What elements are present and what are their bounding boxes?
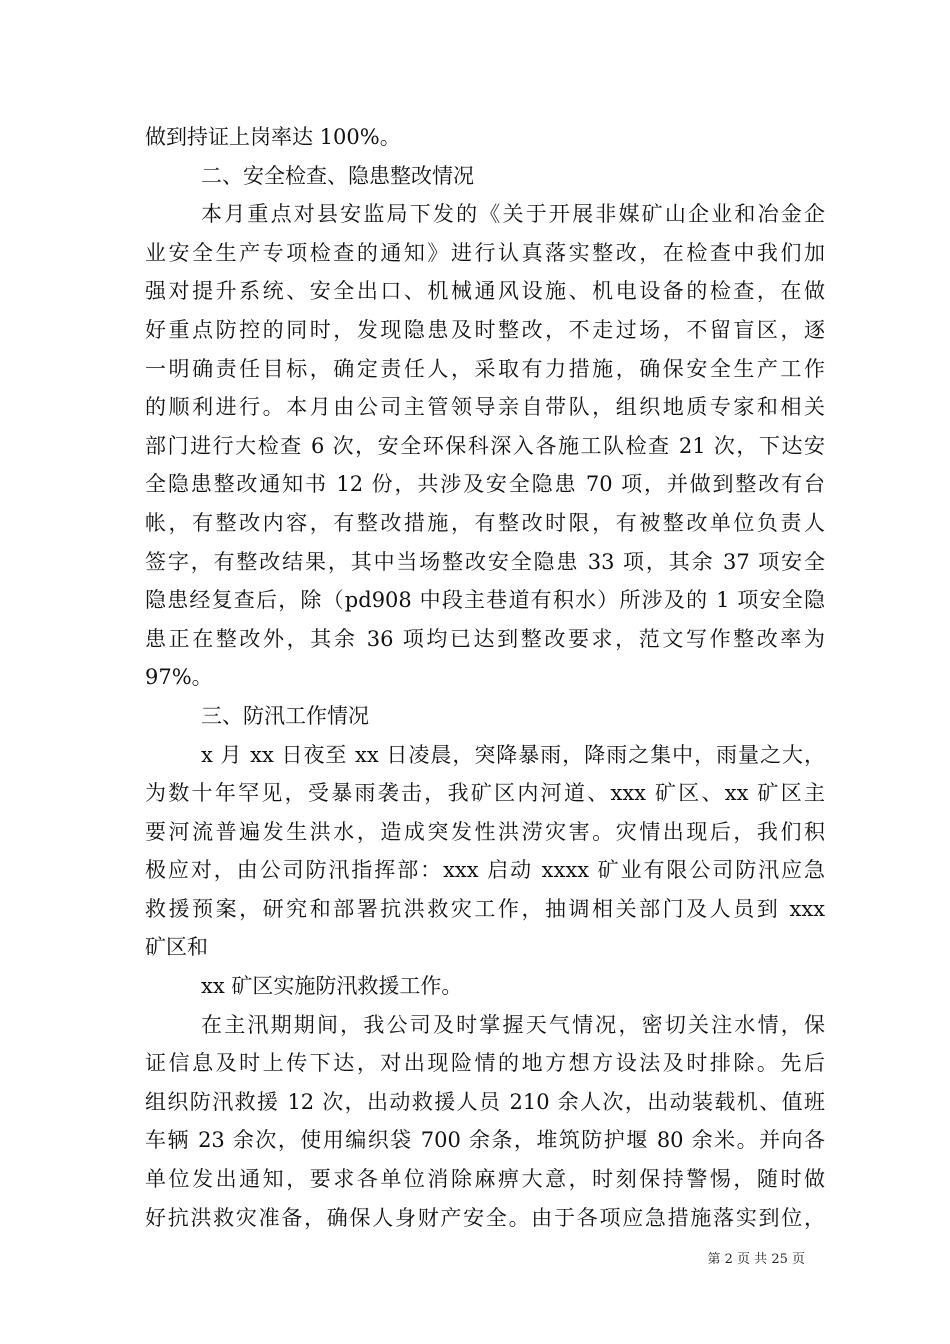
- paragraph-line: 救援预案，研究和部署抗洪救灾工作，抽调相关部门及人员到 xxx: [145, 896, 825, 921]
- page-number: 第 2 页 共 25 页: [707, 1252, 805, 1267]
- paragraph-line: 隐患经复查后，除（pd908 中段主巷道有积水）所涉及的 1 项安全隐: [145, 588, 825, 613]
- paragraph-line: 要河流普遍发生洪水，造成突发性洪涝灾害。灾情出现后，我们积: [145, 819, 825, 844]
- paragraph-line: 车辆 23 余次，使用编织袋 700 余条，堆筑防护堰 80 余米。并向各: [145, 1128, 825, 1153]
- paragraph-line: 证信息及时上传下达，对出现险情的地方想方设法及时排除。先后: [145, 1051, 825, 1076]
- paragraph-line: 强对提升系统、安全出口、机械通风设施、机电设备的检查，在做: [145, 279, 825, 304]
- paragraph-line: xx 矿区实施防汛救援工作。: [201, 974, 463, 999]
- paragraph-line: 患正在整改外，其余 36 项均已达到整改要求，范文写作整改率为: [145, 626, 825, 651]
- section-heading-safety-inspection: 二、安全检查、隐患整改情况: [201, 163, 474, 188]
- paragraph-line: x 月 xx 日夜至 xx 日凌晨，突降暴雨，降雨之集中，雨量之大，: [201, 742, 825, 767]
- paragraph-line: 97%。: [145, 665, 213, 690]
- paragraph-line: 的顺利进行。本月由公司主管领导亲自带队，组织地质专家和相关: [145, 395, 825, 420]
- paragraph-line: 好重点防控的同时，发现隐患及时整改，不走过场，不留盲区，逐: [145, 317, 825, 342]
- paragraph-line: 组织防汛救援 12 次，出动救援人员 210 余人次，出动装载机、值班: [145, 1089, 825, 1114]
- paragraph-line: 帐，有整改内容，有整改措施，有整改时限，有被整改单位负责人: [145, 510, 825, 535]
- section-heading-flood-prevention: 三、防汛工作情况: [201, 703, 369, 728]
- paragraph-line: 矿区和: [145, 935, 208, 960]
- paragraph-line: 做到持证上岗率达 100%。: [145, 125, 401, 149]
- paragraph-line: 极应对，由公司防汛指挥部：xxx 启动 xxxx 矿业有限公司防汛应急: [145, 858, 825, 883]
- paragraph-line: 签字，有整改结果，其中当场整改安全隐患 33 项，其余 37 项安全: [145, 549, 825, 574]
- paragraph-line: 全隐患整改通知书 12 份，共涉及安全隐患 70 项，并做到整改有台: [145, 472, 825, 497]
- paragraph-line: 在主汛期期间，我公司及时掌握天气情况，密切关注水情，保: [201, 1012, 825, 1037]
- document-body: [145, 118, 825, 1237]
- paragraph-line: 单位发出通知，要求各单位消除麻痹大意，时刻保持警惕，随时做: [145, 1167, 825, 1192]
- paragraph-line: 部门进行大检查 6 次，安全环保科深入各施工队检查 21 次，下达安: [145, 433, 825, 458]
- paragraph-line: 一明确责任目标，确定责任人，采取有力措施，确保安全生产工作: [145, 356, 825, 381]
- paragraph-line: 好抗洪救灾准备，确保人身财产安全。由于各项应急措施落实到位，: [145, 1205, 825, 1230]
- paragraph-line: 为数十年罕见，受暴雨袭击，我矿区内河道、xxx 矿区、xx 矿区主: [145, 781, 825, 806]
- paragraph-line: 业安全生产专项检查的通知》进行认真落实整改，在检查中我们加: [145, 240, 825, 265]
- paragraph-line: 本月重点对县安监局下发的《关于开展非媒矿山企业和冶金企: [201, 202, 825, 227]
